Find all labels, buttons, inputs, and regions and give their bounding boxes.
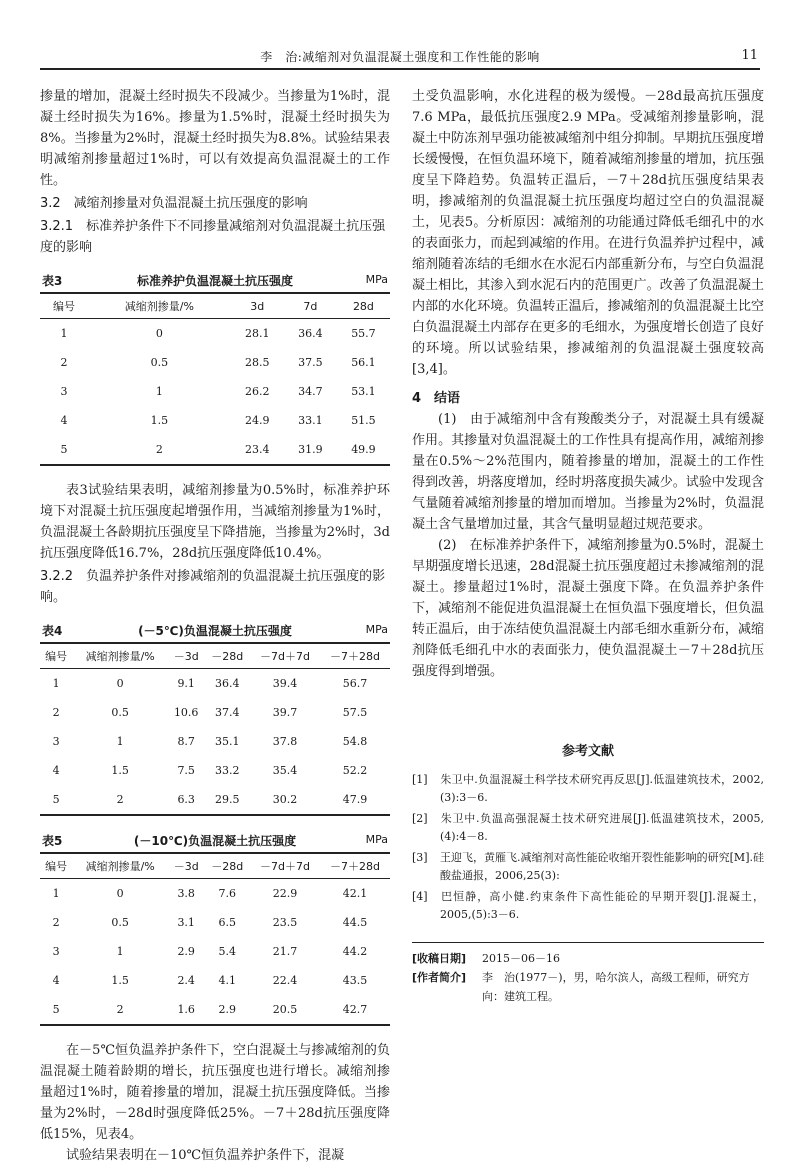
table-cell: 8.7 — [177, 735, 195, 748]
table-cell: 37.4 — [214, 706, 240, 719]
table-cell: 3 — [52, 735, 60, 748]
table-5 — [40, 830, 390, 1026]
reference-item — [412, 810, 764, 846]
table-header-cell: －28d — [211, 860, 244, 873]
table-cell: 31.9 — [298, 443, 323, 456]
paragraph-table3-analysis: 表3试验结果表明，减缩剂掺量为0.5%时，标准养护环境下对混凝土抗压强度起增强作用，当减缩剂掺量为1%时，负温混凝土各龄期抗压强度呈下降措施，当掺量为2%时，3d抗压强度降低16.7%，28d抗压强度降低10.4%。 — [40, 483, 390, 561]
table-cell: 2 — [116, 1003, 124, 1016]
table-cell: 5 — [60, 443, 68, 456]
table-caption — [40, 830, 390, 852]
table-caption — [40, 270, 390, 292]
table-cell: 1.6 — [177, 1003, 195, 1016]
table-header-cell: 编号 — [45, 860, 68, 873]
table-cell: 53.1 — [351, 385, 376, 398]
table-row — [40, 377, 390, 406]
table-cell: 24.9 — [244, 414, 270, 427]
table-cell: 3.1 — [177, 916, 195, 929]
table-cell: 4.1 — [218, 974, 236, 987]
table-row — [40, 348, 390, 377]
table-cell: 20.5 — [272, 1003, 298, 1016]
conclusion-2: (2) 在标准养护条件下，减缩剂掺量为0.5%时，混凝土早期强度增长迅速，28d混凝土抗压强度超过未掺减缩剂的混凝土。掺量超过1%时，混凝土强度下降。在负温养护条件下，减缩剂不能促进负温混凝土在恒负温下强度增长，但负温转正温后，由于冻结使负温混凝土内部毛细水重新分布，减缩剂降低毛细孔中水的表面张力，使负温混凝土－7＋28d抗压强度得到增强。 — [412, 538, 764, 679]
table-grid — [40, 642, 390, 816]
table-row — [40, 879, 390, 909]
table-header-cell: －7＋28d — [330, 650, 380, 663]
table-header-cell: －7＋28d — [330, 860, 380, 873]
table-cell: 1 — [52, 677, 60, 690]
received-value: 2015－06－16 — [482, 952, 560, 965]
table-cell: 0.5 — [111, 706, 129, 719]
table-cell: 44.2 — [342, 945, 368, 958]
table-cell: 33.1 — [298, 414, 323, 427]
table-row — [40, 756, 390, 785]
reference-item — [412, 771, 764, 807]
table-header-cell: 7d — [303, 299, 318, 313]
table-cell: 54.8 — [342, 735, 368, 748]
table-header-cell: －3d — [173, 860, 199, 873]
table-cell: 39.4 — [272, 677, 298, 690]
table-header-cell: 28d — [352, 299, 374, 313]
table-header-cell: －7d＋7d — [260, 650, 310, 663]
references-heading: 参考文献 — [561, 744, 614, 759]
table-cell: 28.1 — [244, 327, 270, 340]
table-cell: 3 — [52, 945, 60, 958]
table-cell: 6.5 — [218, 916, 236, 929]
table-row — [40, 937, 390, 966]
table-cell: 23.4 — [244, 443, 270, 456]
table-cell: 4 — [52, 974, 60, 987]
table-header-cell: －28d — [211, 650, 244, 663]
table-cell: 3 — [60, 385, 68, 398]
table-cell: 1 — [60, 327, 68, 340]
table-cell: 1.5 — [150, 414, 169, 427]
table-row — [40, 966, 390, 995]
table-unit: MPa — [365, 833, 388, 846]
table-cell: 1 — [52, 887, 60, 900]
table-cell: 35.4 — [272, 764, 298, 777]
table-cell: 0 — [155, 327, 163, 340]
section-heading-3-2-1: 3.2.1 标准养护条件下不同掺量减缩剂对负温混凝土抗压强度的影响 — [40, 219, 386, 255]
table-cell: 6.3 — [177, 793, 195, 806]
table-row — [40, 785, 390, 815]
table-row — [40, 435, 390, 465]
table-row — [40, 908, 390, 937]
table-3 — [40, 270, 390, 466]
left-column — [40, 86, 390, 1166]
table-cell: 2 — [116, 793, 124, 806]
table-header-cell: －3d — [173, 650, 199, 663]
table-header-cell: 编号 — [53, 300, 76, 313]
table-header-cell: 减缩剂掺量/% — [85, 650, 155, 663]
reference-number: [3] — [412, 851, 428, 864]
table-cell: 1 — [155, 385, 163, 398]
table-cell: 42.7 — [342, 1003, 368, 1016]
table-cell: 47.9 — [342, 793, 368, 806]
reference-text: 朱卫中.负温混凝土科学技术研究再反思[J].低温建筑技术，2002,(3):3－6. — [440, 773, 764, 804]
table-cell: 35.1 — [214, 735, 240, 748]
table-header-cell: －7d＋7d — [260, 860, 310, 873]
paragraph-minus10-start: 试验结果表明在－10℃恒负温养护条件下，混凝 — [66, 1148, 345, 1163]
table-cell: 56.1 — [351, 356, 376, 369]
table-header-cell: 减缩剂掺量/% — [85, 860, 155, 873]
table-cell: 37.5 — [298, 356, 323, 369]
table-cell: 36.4 — [298, 327, 323, 340]
table-title: (－10℃)负温混凝土抗压强度 — [133, 834, 297, 848]
table-cell: 23.5 — [272, 916, 298, 929]
table-cell: 2 — [52, 706, 60, 719]
reference-item — [412, 888, 764, 924]
table-cell: 37.8 — [272, 735, 298, 748]
author-bio-row — [412, 968, 764, 1006]
conclusion-1: (1) 由于减缩剂中含有羧酸类分子，对混凝土具有缓凝作用。其掺量对负温混凝土的工作性具有提高作用，减缩剂掺量在0.5%～2%范围内，随着掺量的增加，混凝土的工作性得到改善，坍落度增加，经时坍落度损失减少。试验中发现含气量随着减缩剂掺量的增加而增加。当掺量为2%时，负温混凝土含气量增加过量，其含气量明显超过规范要求。 — [412, 412, 764, 532]
table-cell: 1.5 — [111, 764, 129, 777]
page-number: 11 — [741, 48, 758, 63]
table-title: (－5℃)负温混凝土抗压强度 — [138, 624, 292, 638]
reference-number: [1] — [412, 773, 428, 786]
table-cell: 57.5 — [342, 706, 368, 719]
table-row — [40, 669, 390, 699]
reference-item — [412, 849, 764, 885]
table-cell: 2.4 — [177, 974, 195, 987]
table-cell: 3.8 — [177, 887, 195, 900]
table-row — [40, 406, 390, 435]
table-cell: 28.5 — [244, 356, 270, 369]
table-cell: 7.5 — [177, 764, 195, 777]
paragraph-minus10-analysis: 土受负温影响，水化进程的极为缓慢。－28d最高抗压强度7.6 MPa，最低抗压强度2.9 MPa。受减缩剂掺量影响，混凝土中防冻剂早强功能被减缩剂中组分抑制。早期抗压强度增长缓慢慢，在恒负温环境下，随着减缩剂掺量的增加，抗压强度呈下降趋势。负温转正温后，－7＋28d抗压强度结果表明，掺减缩剂的负温混凝土抗压强度均超过空白的负温混凝土，见表5。分析原因：减缩剂的功能通过降低毛细孔中的水的表面张力，而起到减缩的作用。在进行负温养护过程中，减缩剂随着冻结的毛细水在水泥石内部重新分布，与空白负温混凝土相比，其渗入到水泥石内的范围更广。改善了负温混凝土内部的水化环境。负温转正温后，掺减缩剂的负温混凝土比空白负温混凝土内部存在更多的毛细水，为强度增长创造了良好的环境。所以试验结果，掺减缩剂的负温混凝土强度较高[3,4]。 — [412, 89, 764, 377]
paragraph-minus5-analysis: 在－5℃恒负温养护条件下，空白混凝土与掺减缩剂的负温混凝土随着龄期的增长，抗压强度也进行增长。减缩剂掺量超过1%时，随着掺量的增加，混凝土抗压强度降低。当掺量为2%时，－28d时强度降低25%。－7＋28d抗压强度降低15%，见表4。 — [40, 1043, 390, 1142]
reference-number: [2] — [412, 812, 428, 825]
table-cell: 29.5 — [214, 793, 240, 806]
table-cell: 1 — [116, 735, 124, 748]
table-number: 表3 — [42, 274, 63, 288]
table-header-cell: 编号 — [45, 650, 68, 663]
table-cell: 5 — [52, 793, 60, 806]
table-cell: 2 — [52, 916, 60, 929]
table-header-row — [40, 853, 390, 879]
table-cell: 2.9 — [218, 1003, 236, 1016]
running-title: 李 治:减缩剂对负温混凝土强度和工作性能的影响 — [260, 50, 540, 64]
table-cell: 7.6 — [218, 887, 236, 900]
table-header-row — [40, 293, 390, 319]
table-cell: 2.9 — [177, 945, 195, 958]
reference-list — [412, 771, 764, 924]
table-cell: 0 — [116, 887, 124, 900]
table-row — [40, 698, 390, 727]
table-cell: 51.5 — [351, 414, 376, 427]
table-cell: 1.5 — [111, 974, 129, 987]
table-cell: 0 — [116, 677, 124, 690]
table-cell: 39.7 — [272, 706, 298, 719]
table-grid — [40, 852, 390, 1026]
table-cell: 10.6 — [173, 706, 199, 719]
table-cell: 2 — [60, 356, 68, 369]
table-cell: 44.5 — [342, 916, 368, 929]
table-cell: 56.7 — [342, 677, 368, 690]
author-label: [作者简介] — [412, 971, 467, 984]
table-number: 表4 — [42, 624, 63, 638]
paragraph-workability-end: 掺量的增加，混凝土经时损失不段减少。当掺量为1%时，混凝土经时损失为16%。掺量为1.5%时，混凝土经时损失为8%。当掺量为2%时，混凝土经时损失为8.8%。试验结果表明减缩剂掺量超过1%时，可以有效提高负温混凝土的工作性。 — [40, 89, 390, 188]
table-4 — [40, 620, 390, 816]
table-cell: 22.4 — [272, 974, 298, 987]
table-cell: 0.5 — [111, 916, 129, 929]
table-unit: MPa — [365, 623, 388, 636]
table-number: 表5 — [42, 834, 63, 848]
right-column — [412, 86, 764, 1006]
table-cell: 9.1 — [177, 677, 195, 690]
table-cell: 52.2 — [342, 764, 368, 777]
table-cell: 33.2 — [214, 764, 240, 777]
received-date-row — [412, 949, 764, 968]
table-cell: 30.2 — [272, 793, 298, 806]
table-cell: 0.5 — [150, 356, 169, 369]
section-heading-4: 4 结语 — [412, 391, 461, 406]
reference-text: 巴恒静，高小健.约束条件下高性能砼的早期开裂[J].混凝土，2005,(5):3－6. — [440, 890, 764, 921]
section-heading-3-2-2: 3.2.2 负温养护条件对掺减缩剂的负温混凝土抗压强度的影响。 — [40, 569, 386, 605]
table-cell: 21.7 — [272, 945, 298, 958]
table-cell: 5 — [52, 1003, 60, 1016]
table-row — [40, 995, 390, 1025]
author-value: 李 治(1977－)，男，哈尔滨人，高级工程师，研究方向：建筑工程。 — [482, 971, 750, 1003]
table-cell: 26.2 — [244, 385, 270, 398]
table-cell: 4 — [52, 764, 60, 777]
table-header-cell: 减缩剂掺量/% — [124, 300, 194, 313]
article-meta — [412, 942, 764, 1006]
table-row — [40, 727, 390, 756]
table-cell: 34.7 — [298, 385, 323, 398]
table-cell: 49.9 — [351, 443, 376, 456]
table-cell: 55.7 — [351, 327, 376, 340]
table-grid — [40, 292, 390, 466]
table-caption — [40, 620, 390, 642]
table-cell: 4 — [60, 414, 68, 427]
table-cell: 36.4 — [214, 677, 240, 690]
reference-text: 王迎飞，黄雁飞.减缩剂对高性能砼收缩开裂性能影响的研究[M].硅酸盐通报，2006,25(3): — [440, 851, 764, 882]
table-cell: 1 — [116, 945, 124, 958]
reference-number: [4] — [412, 890, 428, 903]
reference-text: 朱卫中.负温高强混凝土技术研究进展[J].低温建筑技术，2005,(4):4－8. — [440, 812, 764, 843]
table-cell: 2 — [155, 443, 163, 456]
table-row — [40, 319, 390, 349]
running-header — [40, 44, 760, 70]
table-title: 标准养护负温混凝土抗压强度 — [136, 274, 293, 288]
table-header-cell: 3d — [250, 299, 265, 313]
table-cell: 22.9 — [272, 887, 298, 900]
table-header-row — [40, 643, 390, 669]
table-cell: 42.1 — [342, 887, 368, 900]
table-cell: 5.4 — [218, 945, 236, 958]
table-cell: 43.5 — [342, 974, 368, 987]
table-unit: MPa — [365, 273, 388, 286]
section-heading-3-2: 3.2 减缩剂掺量对负温混凝土抗压强度的影响 — [40, 196, 308, 211]
received-label: [收稿日期] — [412, 952, 467, 965]
